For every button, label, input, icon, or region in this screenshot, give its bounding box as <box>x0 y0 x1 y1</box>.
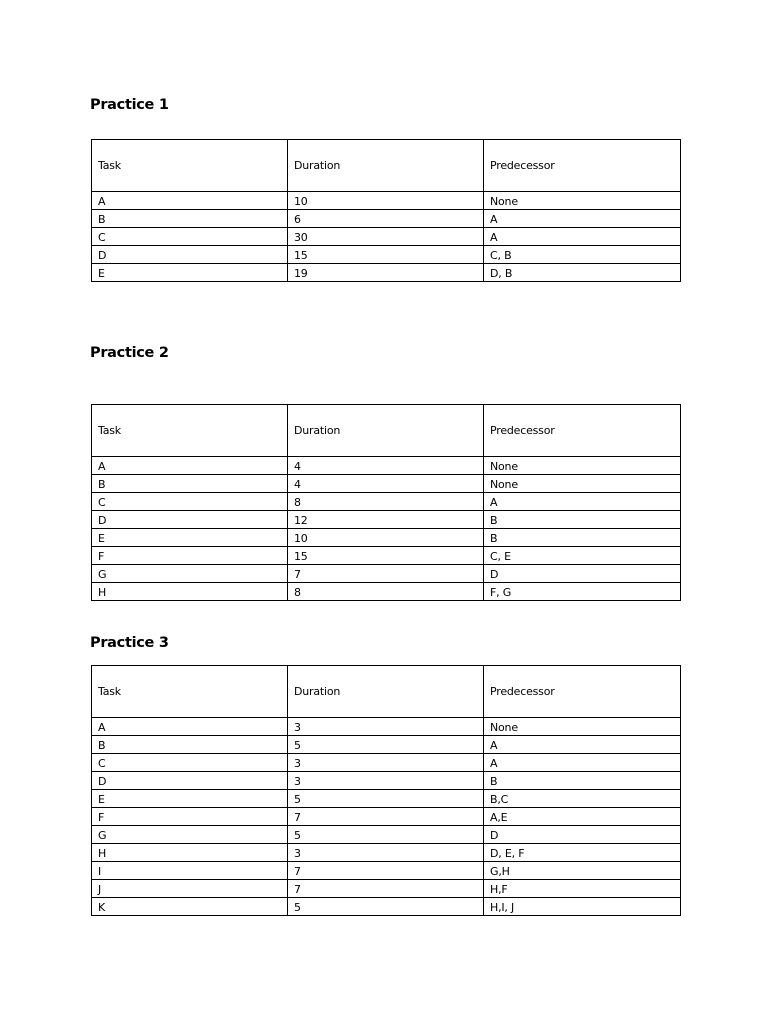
cell-duration: 6 <box>288 210 484 228</box>
cell-task: E <box>92 264 288 282</box>
cell-predecessor: G,H <box>484 862 681 880</box>
cell-duration: 8 <box>288 583 484 601</box>
cell-duration: 5 <box>288 826 484 844</box>
cell-duration: 3 <box>288 754 484 772</box>
cell-predecessor: A,E <box>484 808 681 826</box>
cell-task: G <box>92 565 288 583</box>
cell-predecessor: C, E <box>484 547 681 565</box>
header-duration: Duration <box>288 666 484 718</box>
header-task: Task <box>92 405 288 457</box>
cell-task: D <box>92 772 288 790</box>
cell-predecessor: None <box>484 475 681 493</box>
cell-predecessor: D, B <box>484 264 681 282</box>
table-body <box>92 192 681 282</box>
table-row <box>92 718 681 736</box>
table-row <box>92 862 681 880</box>
table-row <box>92 880 681 898</box>
cell-task: C <box>92 228 288 246</box>
cell-predecessor: None <box>484 457 681 475</box>
cell-duration: 4 <box>288 475 484 493</box>
cell-duration: 7 <box>288 880 484 898</box>
table-row <box>92 772 681 790</box>
cell-duration: 19 <box>288 264 484 282</box>
cell-task: F <box>92 547 288 565</box>
table-row <box>92 493 681 511</box>
header-row <box>92 140 681 192</box>
cell-task: A <box>92 457 288 475</box>
header-task: Task <box>92 140 288 192</box>
table-row <box>92 844 681 862</box>
table-row <box>92 583 681 601</box>
cell-predecessor: A <box>484 754 681 772</box>
cell-predecessor: H,I, J <box>484 898 681 916</box>
cell-predecessor: F, G <box>484 583 681 601</box>
table-row <box>92 192 681 210</box>
cell-duration: 3 <box>288 718 484 736</box>
cell-predecessor: None <box>484 718 681 736</box>
header-row <box>92 666 681 718</box>
cell-task: H <box>92 844 288 862</box>
cell-duration: 12 <box>288 511 484 529</box>
table-row <box>92 898 681 916</box>
table-row <box>92 210 681 228</box>
cell-predecessor: B <box>484 772 681 790</box>
practice-2-title: Practice 2 <box>90 345 169 361</box>
table-body <box>92 718 681 916</box>
cell-predecessor: H,F <box>484 880 681 898</box>
cell-task: D <box>92 511 288 529</box>
cell-duration: 5 <box>288 790 484 808</box>
cell-predecessor: B <box>484 529 681 547</box>
practice-3-title: Practice 3 <box>90 635 169 651</box>
cell-predecessor: A <box>484 210 681 228</box>
header-duration: Duration <box>288 405 484 457</box>
cell-task: J <box>92 880 288 898</box>
cell-duration: 30 <box>288 228 484 246</box>
header-predecessor: Predecessor <box>484 666 681 718</box>
cell-task: B <box>92 736 288 754</box>
table-row <box>92 511 681 529</box>
practice-3-table <box>91 665 681 916</box>
cell-task: B <box>92 210 288 228</box>
cell-duration: 7 <box>288 808 484 826</box>
header-predecessor: Predecessor <box>484 405 681 457</box>
cell-task: H <box>92 583 288 601</box>
header-task: Task <box>92 666 288 718</box>
table-row <box>92 246 681 264</box>
cell-duration: 7 <box>288 862 484 880</box>
cell-duration: 15 <box>288 547 484 565</box>
cell-predecessor: A <box>484 736 681 754</box>
table-row <box>92 754 681 772</box>
header-predecessor: Predecessor <box>484 140 681 192</box>
cell-duration: 5 <box>288 736 484 754</box>
table-header <box>92 666 681 718</box>
cell-task: C <box>92 754 288 772</box>
cell-duration: 15 <box>288 246 484 264</box>
cell-predecessor: B,C <box>484 790 681 808</box>
cell-predecessor: A <box>484 228 681 246</box>
cell-task: E <box>92 529 288 547</box>
header-duration: Duration <box>288 140 484 192</box>
cell-task: C <box>92 493 288 511</box>
cell-predecessor: D <box>484 826 681 844</box>
cell-task: K <box>92 898 288 916</box>
practice-1-table <box>91 139 681 282</box>
practice-2-table <box>91 404 681 601</box>
cell-duration: 3 <box>288 844 484 862</box>
cell-duration: 10 <box>288 529 484 547</box>
cell-duration: 3 <box>288 772 484 790</box>
table-row <box>92 228 681 246</box>
table-row <box>92 808 681 826</box>
table-header <box>92 405 681 457</box>
cell-predecessor: A <box>484 493 681 511</box>
cell-task: B <box>92 475 288 493</box>
table-row <box>92 475 681 493</box>
cell-predecessor: B <box>484 511 681 529</box>
cell-task: A <box>92 718 288 736</box>
table-row <box>92 790 681 808</box>
cell-duration: 7 <box>288 565 484 583</box>
cell-predecessor: D, E, F <box>484 844 681 862</box>
practice-1-title: Practice 1 <box>90 97 169 113</box>
cell-duration: 5 <box>288 898 484 916</box>
table-row <box>92 826 681 844</box>
table-row <box>92 565 681 583</box>
cell-task: E <box>92 790 288 808</box>
cell-task: G <box>92 826 288 844</box>
cell-predecessor: C, B <box>484 246 681 264</box>
cell-task: F <box>92 808 288 826</box>
table-row <box>92 547 681 565</box>
cell-predecessor: None <box>484 192 681 210</box>
cell-duration: 10 <box>288 192 484 210</box>
cell-task: I <box>92 862 288 880</box>
table-row <box>92 264 681 282</box>
cell-predecessor: D <box>484 565 681 583</box>
cell-task: D <box>92 246 288 264</box>
cell-duration: 8 <box>288 493 484 511</box>
table-row <box>92 736 681 754</box>
table-row <box>92 529 681 547</box>
cell-duration: 4 <box>288 457 484 475</box>
table-body <box>92 457 681 601</box>
cell-task: A <box>92 192 288 210</box>
header-row <box>92 405 681 457</box>
table-header <box>92 140 681 192</box>
table-row <box>92 457 681 475</box>
